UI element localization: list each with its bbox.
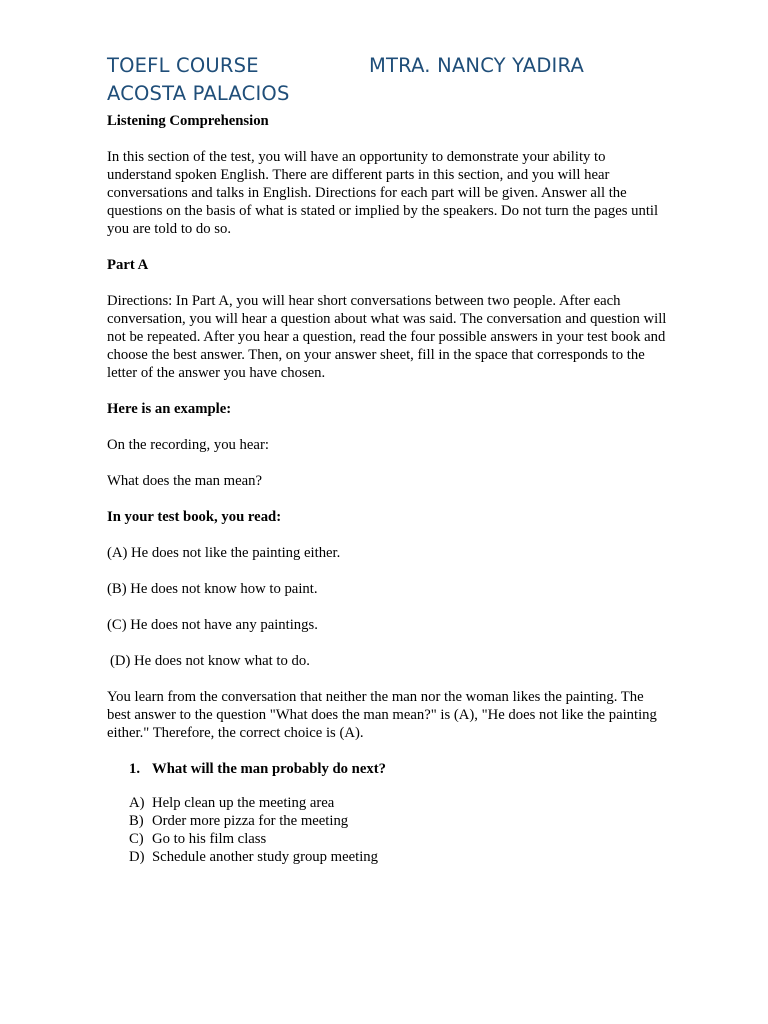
answer-text: Schedule another study group meeting: [152, 849, 378, 865]
header-line-1: [107, 52, 667, 80]
answer-option-c: [129, 830, 667, 848]
question-text: What will the man probably do next?: [152, 761, 386, 777]
answer-text: Help clean up the meeting area: [152, 795, 335, 811]
example-option-c: (C) He does not have any paintings.: [107, 617, 318, 633]
answer-letter: C): [129, 831, 144, 847]
instructor-name: MTRA. NANCY YADIRA: [369, 54, 584, 77]
example-explanation: You learn from the conversation that neither the man nor the woman likes the painting. The best answer to the question "What does the man mean?" is (A), "He does not like the painting either." Therefore, the correct choice is (A).: [107, 689, 657, 741]
example-option-d: (D) He does not know what to do.: [110, 653, 310, 669]
answer-letter: A): [129, 795, 145, 811]
part-a-heading: Part A: [107, 257, 149, 273]
document-page: [107, 52, 667, 866]
answer-option-b: [129, 812, 667, 830]
document-header: [107, 52, 667, 108]
course-title: TOEFL COURSE: [107, 54, 259, 77]
answer-option-a: [129, 794, 667, 812]
section-heading: Listening Comprehension: [107, 113, 269, 129]
answer-text: Go to his film class: [152, 831, 267, 847]
answer-option-d: [129, 848, 667, 866]
example-option-b: (B) He does not know how to paint.: [107, 581, 318, 597]
example-question: What does the man mean?: [107, 473, 262, 489]
instructor-surname: ACOSTA PALACIOS: [107, 82, 290, 105]
answer-letter: D): [129, 849, 145, 865]
part-a-directions: Directions: In Part A, you will hear short conversations between two people. After each conversation, you will hear a question about what was said. The conversation and question will not be repeated. After you hear a question, read the four possible answers in your test book and choose the best answer. Then, on your answer sheet, fill in the space that corresponds to the letter of the answer you have chosen.: [107, 293, 667, 381]
question-number: 1.: [129, 761, 141, 777]
answer-letter: B): [129, 813, 144, 829]
recording-label: On the recording, you hear:: [107, 437, 269, 453]
example-heading: Here is an example:: [107, 401, 232, 417]
test-book-label: In your test book, you read:: [107, 509, 282, 525]
example-option-a: (A) He does not like the painting either.: [107, 545, 341, 561]
answer-text: Order more pizza for the meeting: [152, 813, 349, 829]
answer-list: [107, 794, 667, 866]
section-intro: In this section of the test, you will have an opportunity to demonstrate your ability to understand spoken English. There are different parts in this section, and you will hear conversations and talks in English. Directions for each part will be given. Answer all the questions on the basis of what is stated or implied by the speakers. Do not turn the pages until you are told to do so.: [107, 149, 659, 237]
question-1: [107, 760, 667, 778]
